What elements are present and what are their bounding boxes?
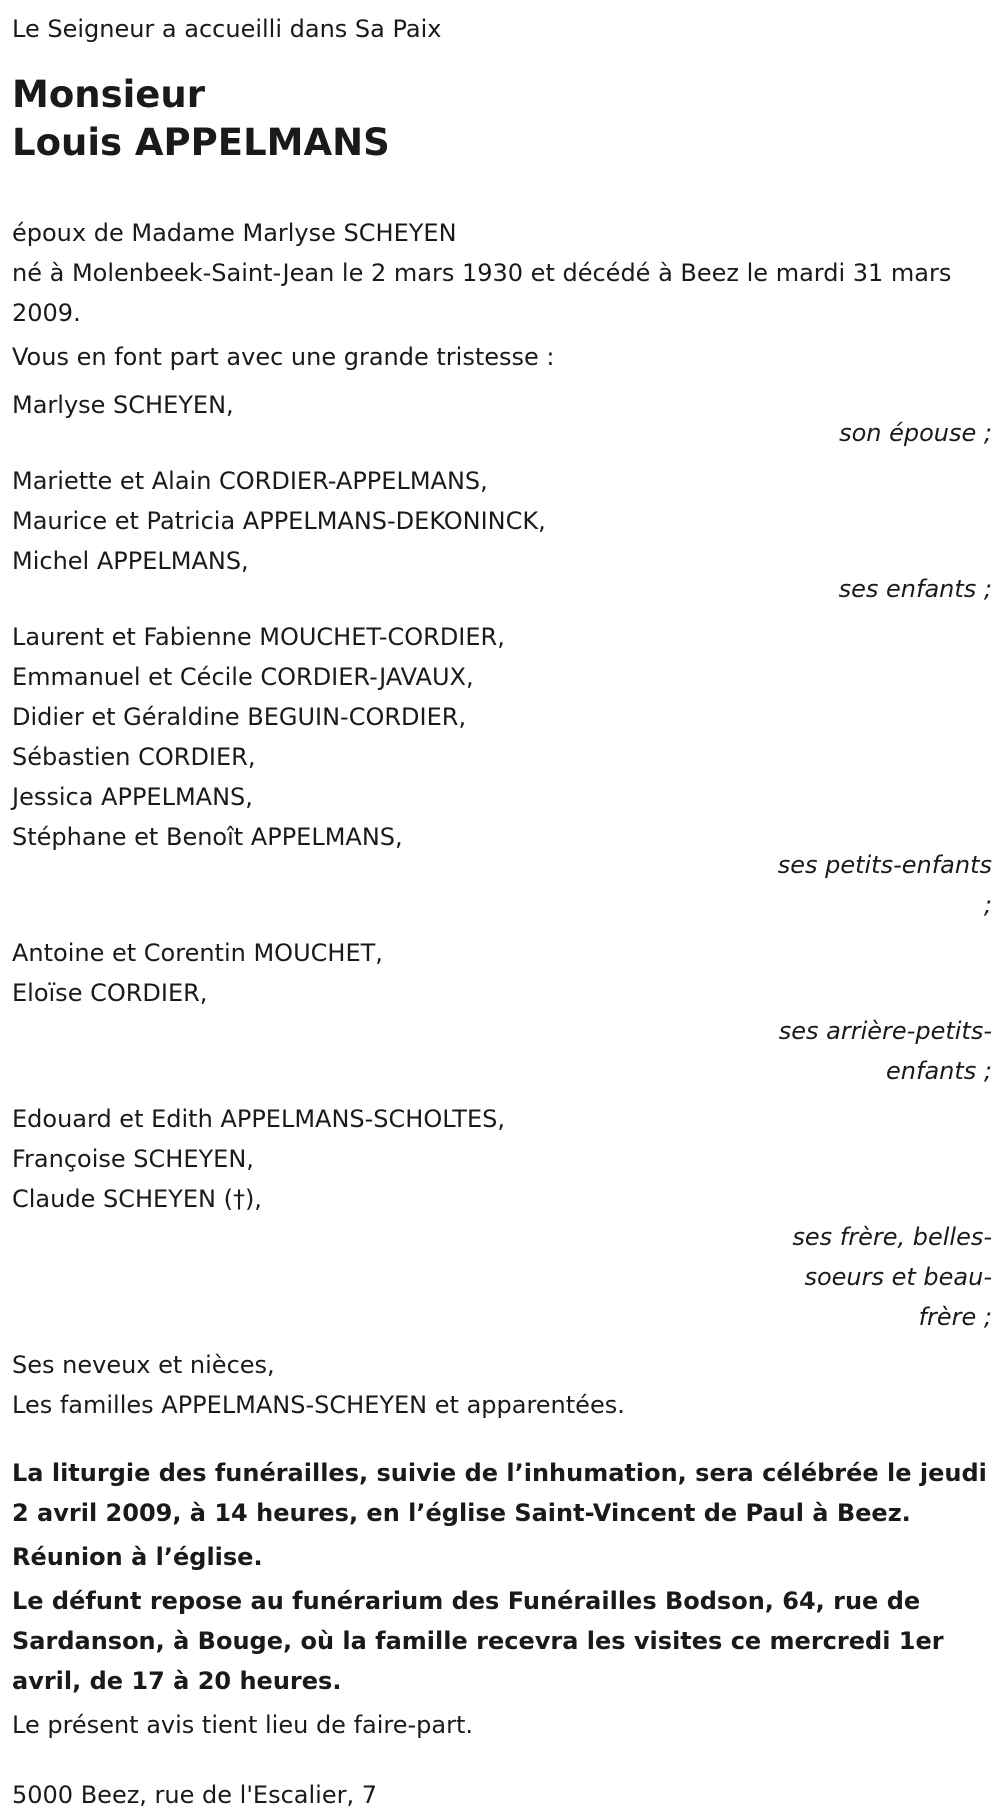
family-role: son épouse ;: [839, 419, 992, 447]
family-name: Jessica APPELMANS,: [12, 783, 253, 811]
family-name: Didier et Géraldine BEGUIN-CORDIER,: [12, 703, 467, 731]
family-group-spouse: [12, 385, 992, 453]
family-name: Marlyse SCHEYEN,: [12, 391, 234, 419]
header-text: Le Seigneur a accueilli dans Sa Paix: [12, 15, 442, 43]
deceased-name: [12, 71, 988, 167]
title-name: Louis APPELMANS: [12, 121, 390, 164]
intro-line: Vous en font part avec une grande tristesse :: [12, 343, 555, 371]
family-group-siblings-in-law: [12, 1099, 992, 1337]
other-relatives: [12, 1345, 988, 1425]
title-salutation: Monsieur: [12, 73, 205, 116]
other-relatives-line: Les familles APPELMANS-SCHEYEN et apparentées.: [12, 1391, 625, 1419]
family-name: Mariette et Alain CORDIER-APPELMANS,: [12, 467, 488, 495]
family-role: ses frère, belles-soeurs et beau-frère ;: [792, 1223, 992, 1331]
family-role: ses petits-enfants ;: [777, 851, 992, 919]
family-name: Sébastien CORDIER,: [12, 743, 256, 771]
family-name: Claude SCHEYEN (†),: [12, 1185, 262, 1213]
birth-death-line: né à Molenbeek-Saint-Jean le 2 mars 1930 et décédé à Beez le mardi 31 mars 2009.: [12, 259, 952, 327]
family-name: Antoine et Corentin MOUCHET,: [12, 939, 383, 967]
family-name: Françoise SCHEYEN,: [12, 1145, 254, 1173]
family-name: Emmanuel et Cécile CORDIER-JAVAUX,: [12, 663, 474, 691]
family-group-great-grandchildren: [12, 933, 992, 1091]
notice-line: Le présent avis tient lieu de faire-part.: [12, 1711, 474, 1739]
spouse-line: époux de Madame Marlyse SCHEYEN: [12, 219, 457, 247]
address-line: 5000 Beez, rue de l'Escalier, 7: [12, 1781, 377, 1809]
family-name: Eloïse CORDIER,: [12, 979, 208, 1007]
family-group-grandchildren: [12, 617, 992, 925]
family-role: ses enfants ;: [838, 575, 992, 603]
other-relatives-line: Ses neveux et nièces,: [12, 1351, 275, 1379]
family-name: Stéphane et Benoît APPELMANS,: [12, 823, 403, 851]
family-name: Maurice et Patricia APPELMANS-DEKONINCK,: [12, 507, 546, 535]
funeral-rest: Le défunt repose au funérarium des Funérailles Bodson, 64, rue de Sardanson, à Bouge, où la famille recevra les visites ce mercredi 1er avril, de 17 à 20 heures.: [12, 1587, 944, 1695]
family-name: Michel APPELMANS,: [12, 547, 249, 575]
family-name: Edouard et Edith APPELMANS-SCHOLTES,: [12, 1105, 505, 1133]
family-role: ses arrière-petits-enfants ;: [778, 1017, 992, 1085]
funeral-meeting: Réunion à l’église.: [12, 1543, 263, 1571]
family-group-children: [12, 461, 992, 609]
family-name: Laurent et Fabienne MOUCHET-CORDIER,: [12, 623, 505, 651]
funeral-liturgy: La liturgie des funérailles, suivie de l’inhumation, sera célébrée le jeudi 2 avril 2009, à 14 heures, en l’église Saint-Vincent de Paul à Beez.: [12, 1459, 987, 1527]
